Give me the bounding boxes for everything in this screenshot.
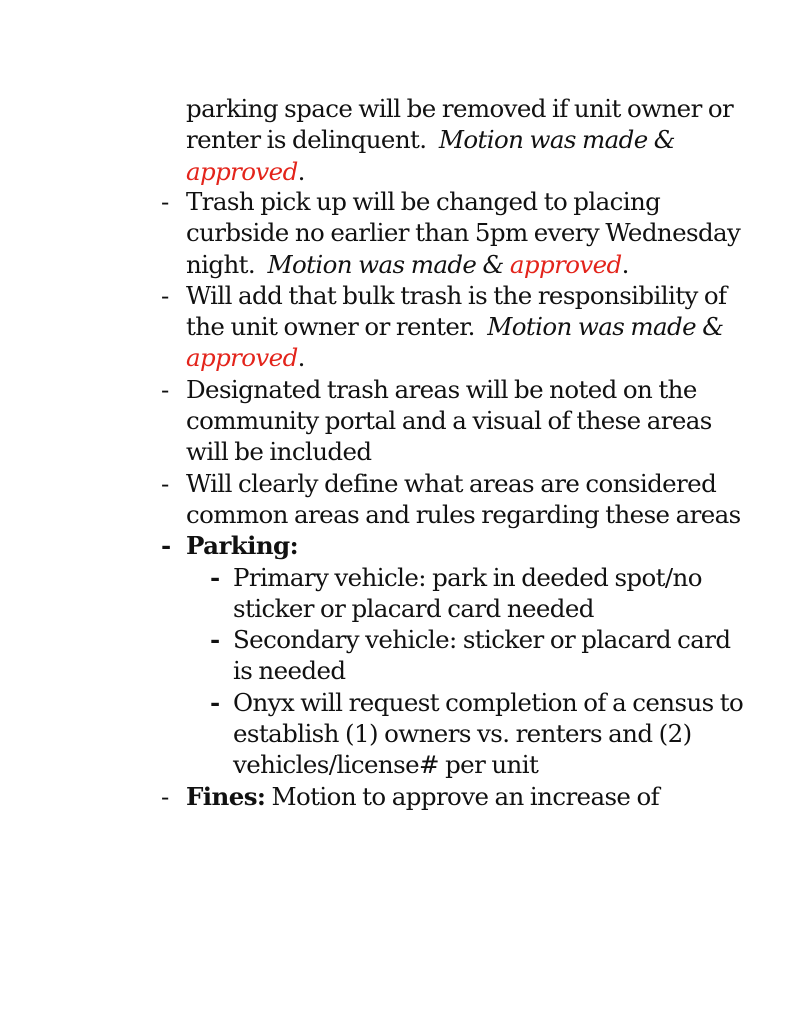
subitem-text: Primary vehicle: park in deeded spot/no sticker or placard card needed — [233, 562, 702, 623]
minutes-list — [0, 186, 791, 812]
approved-text: approved — [509, 249, 622, 279]
bullet-dash: - — [161, 781, 169, 811]
bullet-dash: - — [161, 280, 169, 310]
fines-text: Motion to approve an increase of — [271, 781, 660, 811]
motion-text: Motion was made & — [267, 249, 504, 279]
item-text: Will add that bulk trash is the responsibility of the unit owner or renter. — [186, 280, 727, 342]
parking-heading: Parking: — [186, 531, 299, 561]
period: . — [297, 156, 305, 186]
motion-text: Motion was made & — [438, 125, 676, 155]
bullet-dash: - — [210, 625, 220, 655]
item-text: Trash pick up will be changed to placing curbside no earlier than 5pm every Wednesday night. — [186, 187, 741, 279]
list-item-bulk-trash — [0, 280, 746, 374]
sublist-item-census — [186, 687, 753, 781]
bullet-dash: - — [161, 374, 169, 404]
bullet-dash: - — [210, 562, 220, 592]
subitem-text: Onyx will request completion of a census to establish (1) owners vs. renters and (2) vehicles/license# per unit — [233, 687, 744, 780]
parking-sublist — [186, 562, 746, 781]
period: . — [621, 249, 629, 279]
approved-text: approved — [186, 343, 298, 373]
approved-text: approved — [186, 156, 298, 186]
bullet-dash: - — [161, 531, 171, 561]
item-text: Will clearly define what areas are considered common areas and rules regarding these areas — [186, 468, 741, 529]
continuation-text: parking space will be removed if unit owner or renter is delinquent. — [186, 94, 734, 155]
sublist-item-secondary-vehicle — [186, 624, 753, 687]
list-item-common-areas — [0, 468, 746, 531]
subitem-text: Secondary vehicle: sticker or placard card is needed — [233, 625, 731, 686]
bullet-dash: - — [210, 687, 220, 717]
list-item-parking — [0, 530, 746, 780]
item-text: Designated trash areas will be noted on the community portal and a visual of these areas will be included — [186, 374, 712, 467]
fines-heading: Fines: — [186, 781, 266, 811]
sublist-item-primary-vehicle — [186, 562, 753, 625]
bullet-dash: - — [161, 468, 169, 498]
continuation-paragraph — [186, 93, 746, 187]
motion-text: Motion was made & — [487, 312, 724, 342]
bullet-dash: - — [161, 187, 169, 216]
period: . — [297, 343, 305, 373]
list-item-trash-pickup — [0, 186, 746, 280]
list-item-trash-areas — [0, 374, 746, 468]
list-item-fines — [0, 781, 746, 812]
